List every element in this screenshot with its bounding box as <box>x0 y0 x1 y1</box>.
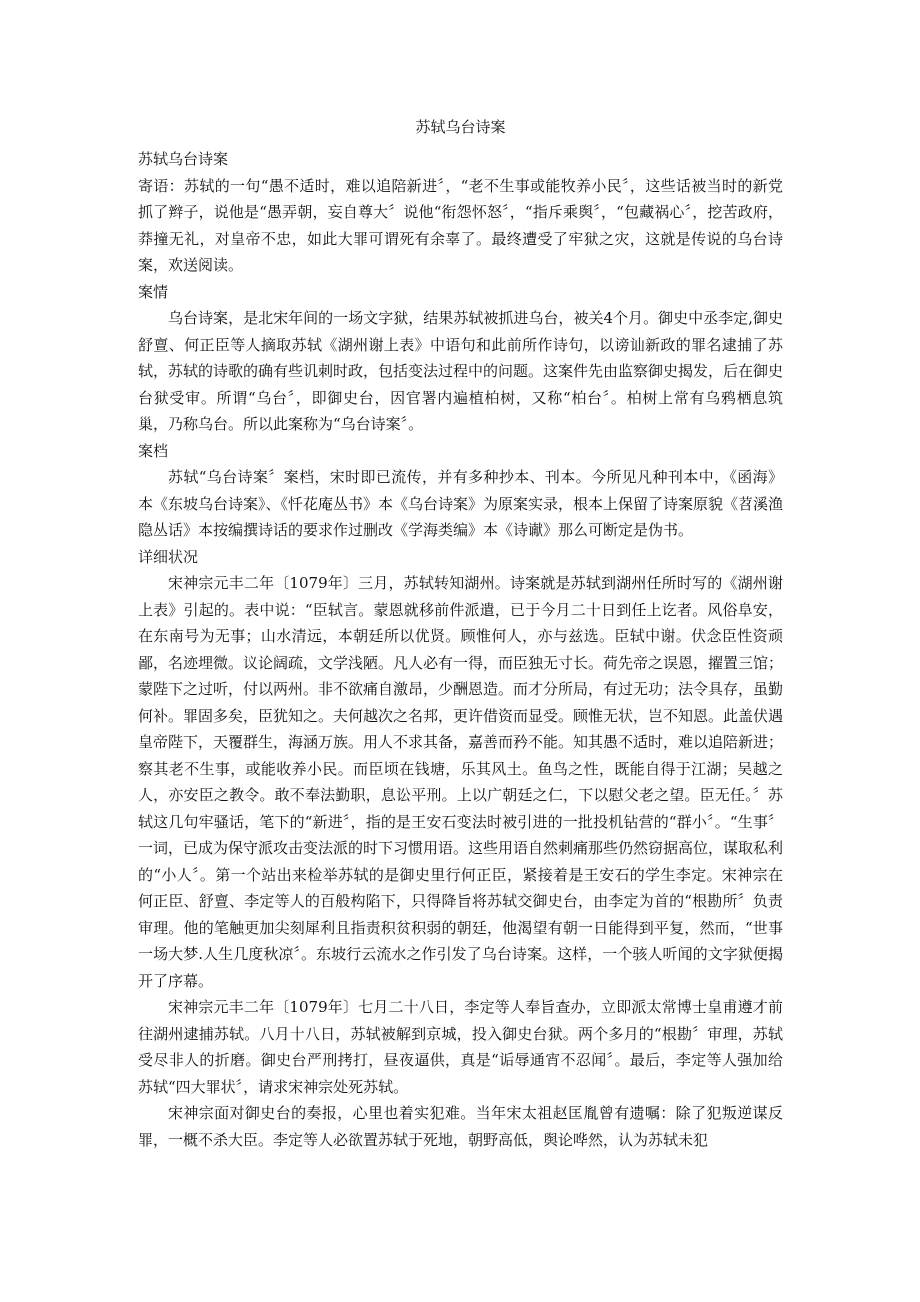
section-heading-archive: 案档 <box>138 441 169 460</box>
document-page <box>138 0 783 1153</box>
archive-paragraph: 苏轼“乌台诗案〞案档，宋时即已流传，并有多种抄本、刊本。今所见凡种刊本中，《函海》本《东坡乌台诗案》、《忏花庵丛书》本《乌台诗案》为原案实录，根本上保留了诗案原貌《苕溪渔隐丛话》本按编撰诗话的要求作过删改《学海类编》本《诗谳》那么可断定是伪书。 <box>138 468 784 539</box>
foreword-paragraph: 寄语：苏轼的一句“愚不适时，难以追陪新进〞，“老不生事或能牧养小民〞，这些话被当时的新党抓了辫子，说他是“愚弄朝，妄自尊大〞说他“衔怨怀怒〞，“指斥乘舆〞，“包藏祸心〞，挖苦政府，莽撞无礼，对皇帝不忠，如此大罪可谓死有余辜了。最终遭受了牢狱之灾，这就是传说的乌台诗案，欢送阅读。 <box>138 176 783 274</box>
section-heading-title: 苏轼乌台诗案 <box>138 150 229 168</box>
details-paragraph-2: 宋神宗元丰二年〔1079年〕七月二十八日，李定等人奉旨查办，立即派太常博士皇甫遵才前往湖州逮捕苏轼。八月十八日，苏轼被解到京城，投入御史台狱。两个多月的“根勘〞审理，苏轼受尽非人的折磨。御史台严刑拷打，昼夜逼供，真是“诟辱通宵不忍闻〞。最后，李定等人强加给苏轼“四大罪状〞，请求宋神宗处死苏轼。 <box>138 998 783 1096</box>
details-paragraph-3: 宋神宗面对御史台的奏报，心里也着实犯难。当年宋太祖赵匡胤曾有遗嘱：除了犯叛逆谋反罪，一概不杀大臣。李定等人必欲置苏轼于死地，朝野高低，舆论哗然，认为苏轼未犯 <box>138 1104 783 1149</box>
document-body <box>138 146 783 1153</box>
details-paragraph-1: 宋神宗元丰二年〔1079年〕三月，苏轼转知湖州。诗案就是苏轼到湖州任所时写的《湖州谢上表》引起的。表中说：“臣轼言。蒙恩就移前件派遣，已于今月二十日到任上讫者。风俗阜安，在东南号为无事；山水清远，本朝廷所以优贤。顾惟何人，亦与兹选。臣轼中谢。伏念臣性资顽鄙，名迹埋微。议论阔疏，文学浅陋。凡人必有一得，而臣独无寸长。荷先帝之误恩，擢置三馆；蒙陛下之过听，付以两州。非不欲痛自激昂，少酬恩造。而才分所局，有过无功；法令具存，虽勤何补。罪固多矣，臣犹知之。夫何越次之名邦，更许借资而显受。顾惟无状，岂不知恩。此盖伏遇皇帝陛下，天覆群生，海涵万族。用人不求其备，嘉善而矜不能。知其愚不适时，难以追陪新进；察其老不生事，或能收养小民。而臣顷在钱塘，乐其风土。鱼鸟之性，既能自得于江湖；吴越之人，亦安臣之教令。敢不奉法勤职，息讼平刑。上以广朝廷之仁，下以慰父老之望。臣无任。〞苏轼这几句牢骚话，笔下的“新进〞，指的是王安石变法时被引进的一批投机钻营的“群小〞。“生事〞一词，已成为保守派攻击变法派的时下习惯用语。这些用语自然刺痛那些仍然窃据高位，谋取私利的“小人〞。第一个站出来检举苏轼的是御史里行何正臣，紧接着是王安石的学生李定。宋神宗在何正臣、舒亶、李定等人的百般构陷下，只得降旨将苏轼交御史台，由李定为首的“根勘所〞负责审理。他的笔触更加尖刻犀利且指责积贫积弱的朝廷，他渴望有朝一日能得到平复，然而，“世事一场大梦.人生几度秋凉〞。东坡行云流水之作引发了乌台诗案。这样，一个骇人听闻的文字狱便揭开了序幕。 <box>138 574 784 990</box>
section-heading-case: 案情 <box>138 282 169 301</box>
case-paragraph: 乌台诗案，是北宋年间的一场文字狱，结果苏轼被抓进乌台，被关4个月。御史中丞李定,御史舒亶、何正臣等人摘取苏轼《湖州谢上表》中语句和此前所作诗句，以谤讪新政的罪名逮捕了苏轼，苏轼的诗歌的确有些讥刺时政，包括变法过程中的问题。这案件先由监察御史揭发，后在御史台狱受审。所谓“乌台〞，即御史台，因官署内遍植柏树，又称“柏台〞。柏树上常有乌鸦栖息筑巢，乃称乌台。所以此案称为“乌台诗案〞。 <box>138 309 784 433</box>
document-title: 苏轼乌台诗案 <box>415 118 506 136</box>
section-heading-details: 详细状况 <box>138 547 199 566</box>
